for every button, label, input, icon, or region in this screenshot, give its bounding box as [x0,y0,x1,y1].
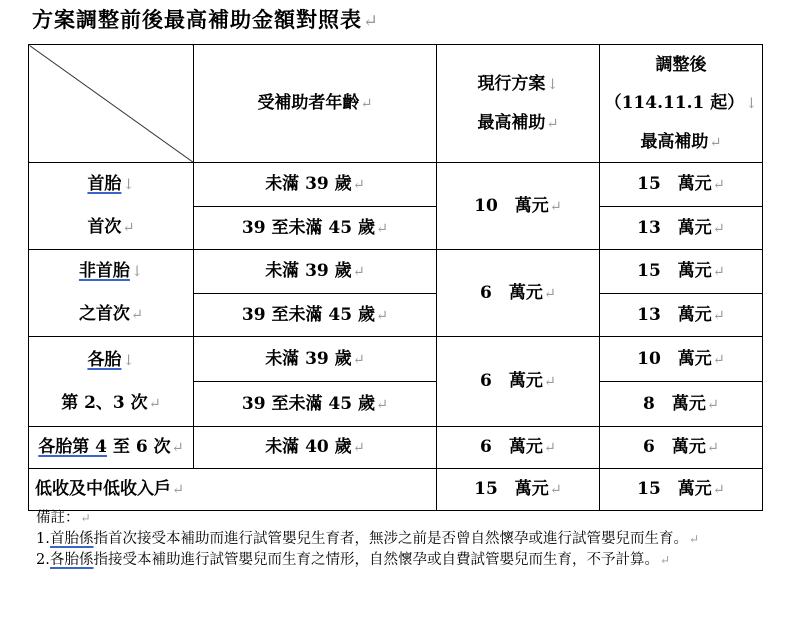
current-amount-cell: 6 萬元↵ [437,427,600,469]
category-cell: 各胎↓ 第 2、3 次↵ [29,337,194,427]
diagonal-header-cell [29,45,194,163]
current-amount-cell: 6 萬元↵ [437,250,600,337]
paragraph-mark: ↵ [363,11,379,32]
adjusted-amount-cell: 13 萬元↵ [600,293,763,337]
table-row [29,469,763,511]
table-row [29,427,763,469]
title-text: 方案調整前後最高補助金額對照表 [32,7,362,32]
table-row [29,337,763,382]
current-header: 現行方案↓ 最高補助↵ [437,45,600,163]
adjusted-header: 調整後 （114.11.1 起）↓ 最高補助↵ [600,45,763,163]
age-header: 受補助者年齡↵ [194,45,437,163]
category-cell: 首胎↓ 首次↵ [29,163,194,250]
age-cell: 未滿 39 歲↵ [194,250,437,294]
current-amount-cell: 6 萬元↵ [437,337,600,427]
age-cell: 未滿 39 歲↵ [194,163,437,207]
category-cell: 非首胎↓ 之首次↵ [29,250,194,337]
note-item: 1. 首胎係指首次接受本補助而進行試管嬰兒生育者，無涉之前是否曾自然懷孕或進行試管嬰兒而生育。↵ [36,531,700,547]
current-amount-cell: 15 萬元↵ [437,469,600,511]
adjusted-amount-cell: 10 萬元↵ [600,337,763,382]
adjusted-amount-cell: 15 萬元↵ [600,469,763,511]
adjusted-amount-cell: 8 萬元↵ [600,382,763,427]
age-cell: 39 至未滿 45 歲↵ [194,382,437,427]
age-cell: 未滿 40 歲↵ [194,427,437,469]
comparison-table [28,44,763,511]
table-row [29,163,763,207]
age-cell: 39 至未滿 45 歲↵ [194,293,437,337]
adjusted-amount-cell: 13 萬元↵ [600,206,763,250]
notes-section [36,508,766,571]
age-cell: 39 至未滿 45 歲↵ [194,206,437,250]
low-income-label-cell: 低收及中低收入戶↵ [29,469,437,511]
notes-heading: 備註：↵ [36,510,91,526]
header-row [29,45,763,163]
adjusted-amount-cell: 15 萬元↵ [600,250,763,294]
note-item: 2. 各胎係指接受本補助進行試管嬰兒而生育之情形，自然懷孕或自費試管嬰兒而生育，不予計算。↵ [36,552,671,568]
category-cell: 各胎第 4 至 6 次↵ [29,427,194,469]
adjusted-amount-cell: 15 萬元↵ [600,163,763,207]
table-row [29,250,763,294]
adjusted-amount-cell: 6 萬元↵ [600,427,763,469]
age-cell: 未滿 39 歲↵ [194,337,437,382]
page-title [32,4,379,34]
current-amount-cell: 10 萬元↵ [437,163,600,250]
